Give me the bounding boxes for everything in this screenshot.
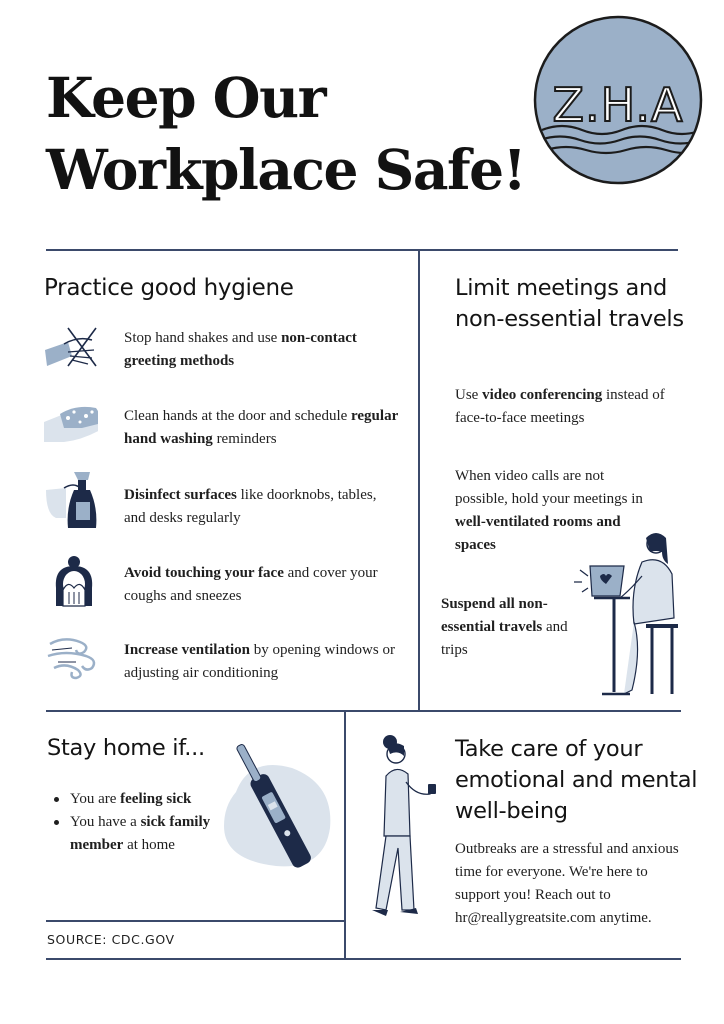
thermometer-illustration [216, 732, 338, 882]
hygiene-item-2: Clean hands at the door and schedule regular hand washing reminders [124, 408, 398, 447]
meetings-heading: Limit meetings and non-essential travels [455, 275, 684, 332]
page-title [46, 62, 525, 206]
meetings-paragraph-1: Use video conferencing instead of face-to-face meetings [455, 387, 665, 426]
source-credit: SOURCE: CDC.GOV [47, 932, 175, 947]
laptop-worker-illustration [572, 530, 684, 698]
hygiene-item-5: Increase ventilation by opening windows or adjusting air conditioning [124, 642, 395, 681]
column-divider-bottom [344, 711, 346, 959]
hygiene-item-1: Stop hand shakes and use non-contact greeting methods [124, 330, 357, 369]
meetings-paragraph-2: When video calls are not possible, hold your meetings in well-ventilated rooms and spaces [455, 468, 643, 553]
face-covering-icon [48, 554, 104, 608]
walking-person-illustration [368, 732, 440, 922]
column-divider-top [418, 250, 420, 711]
hygiene-heading: Practice good hygiene [44, 275, 294, 301]
spray-bottle-icon [44, 468, 100, 532]
wind-icon [46, 634, 102, 682]
list-item: You have a sick family member at home [52, 811, 227, 857]
wellbeing-body: Outbreaks are a stressful and anxious time for everyone. We're here to support you! Reach out to hr@reallygreatsite.com anytime. [455, 841, 679, 926]
middle-divider [46, 710, 681, 712]
stay-home-heading: Stay home if... [47, 735, 205, 761]
logo-text: Z.H.A [552, 78, 684, 132]
hand-washing-icon [42, 400, 98, 448]
source-divider [46, 920, 344, 922]
handshake-crossed-icon [42, 322, 98, 370]
list-item: You are feeling sick [52, 788, 227, 811]
bottom-divider [46, 958, 681, 960]
meetings-paragraph-3: Suspend all non-essential travels and trips [441, 596, 568, 658]
hygiene-item-4: Avoid touching your face and cover your coughs and sneezes [124, 565, 378, 604]
zha-logo [532, 14, 704, 186]
hygiene-item-3: Disinfect surfaces like doorknobs, tables, and desks regularly [124, 487, 377, 526]
wellbeing-heading: Take care of your emotional and mental well-being [455, 736, 698, 824]
title-line-2: Workplace Safe! [46, 137, 526, 202]
stay-home-list [52, 788, 227, 857]
title-line-1: Keep Our [46, 65, 326, 130]
top-divider [46, 249, 678, 251]
